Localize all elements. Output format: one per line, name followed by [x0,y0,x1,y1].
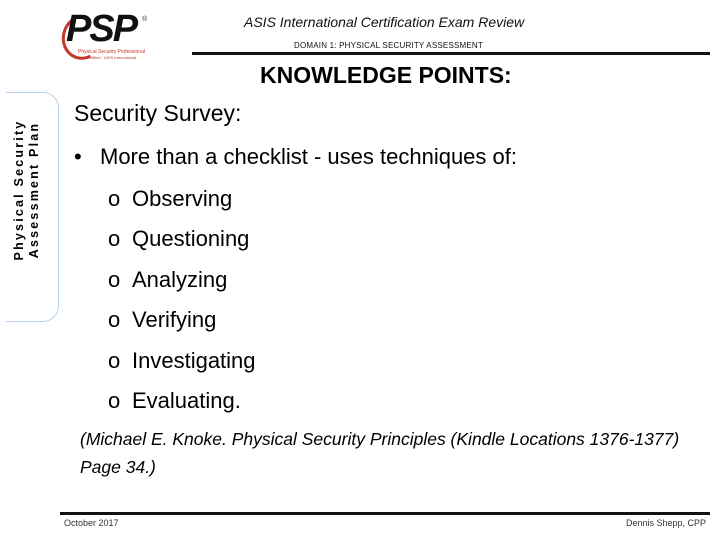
header-divider [192,52,710,55]
list-item [108,386,256,426]
knowledge-points-heading: KNOWLEDGE POINTS: [260,62,512,88]
list-item [108,305,256,345]
technique-list [108,184,256,426]
list-item-text: Analyzing [132,266,228,292]
list-item-text: Investigating [132,347,256,373]
footer-date: October 2017 [64,518,119,528]
list-item [108,346,256,386]
domain-label: DOMAIN 1: PHYSICAL SECURITY ASSESSMENT [294,41,483,50]
sub-marker: o [108,307,121,333]
citation: (Michael E. Knoke. Physical Security Principles (Kindle Locations 1376-1377) Page 34.) [80,429,680,477]
footer-divider [60,512,710,515]
sub-marker: o [108,226,121,252]
logo-text: PSP [66,8,137,50]
side-tab-label [12,90,42,290]
sub-marker: o [108,266,121,292]
sub-marker: o [108,387,121,413]
list-item [108,184,256,224]
side-tab-line1: Physical Security [12,119,26,261]
list-item [108,224,256,264]
logo-subtitle: Physical Security Professional [78,49,145,55]
sub-marker: o [108,186,121,211]
list-item-text: Evaluating. [132,387,241,413]
sub-marker: o [108,347,121,373]
list-item-text: Questioning [132,226,250,252]
list-item-text: Verifying [132,307,217,333]
logo-tagline: Board Certified · ASIS International [74,55,137,60]
bullet-text: More than a checklist - uses techniques of: [100,144,517,169]
logo-registered-mark: ® [142,16,148,23]
section-title: Security Survey: [74,100,242,126]
footer-author: Dennis Shepp, CPP [626,518,707,528]
bullet-item [74,144,517,170]
header-title: ASIS International Certification Exam Review [244,14,525,30]
list-item-text: Observing [132,186,233,211]
psp-logo [62,8,152,62]
bullet-marker: • [74,144,82,169]
side-tab-line2: Assessment Plan [27,121,41,259]
list-item [108,265,256,305]
